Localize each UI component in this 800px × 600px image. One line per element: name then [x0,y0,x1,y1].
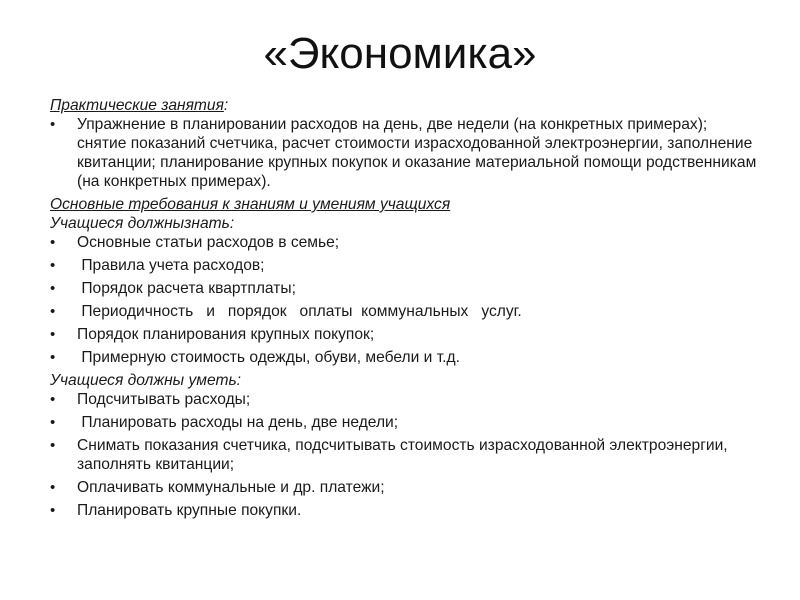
know-heading: Учащиеся должнызнать: [50,215,235,232]
can-list [50,390,760,520]
bullet-icon [50,233,77,252]
bullet-icon [50,302,77,321]
can-heading: Учащиеся должны уметь: [50,372,241,389]
list-item [50,390,760,409]
slide-title: «Экономика» [263,29,537,78]
list-item-text: Основные статьи расходов в семье; [77,234,340,251]
list-item [50,348,760,367]
list-item [50,325,760,344]
list-item-text: Снимать показания счетчика, подсчитывать стоимость израсходованной электроэнергии, заполнять квитанции; [77,437,728,473]
practical-heading-colon: : [223,97,229,114]
bullet-icon [50,478,77,497]
bullet-icon [50,501,77,520]
know-list [50,233,760,367]
list-item-text: Подсчитывать расходы; [77,391,251,408]
practical-list [50,115,760,191]
requirements-heading: Основные требования к знаниям и умениям учащихся [50,196,451,213]
list-item [50,501,760,520]
bullet-icon [50,256,77,275]
list-item [50,233,760,252]
bullet-icon [50,115,77,134]
list-item [50,436,760,474]
bullet-icon [50,436,77,455]
list-item [50,256,760,275]
bullet-icon [50,279,77,298]
bullet-icon [50,325,77,344]
list-item-text: Планировать расходы на день, две недели; [77,414,399,431]
list-item-text: Оплачивать коммунальные и др. платежи; [77,479,385,496]
practical-heading-line [50,96,760,115]
list-item [50,279,760,298]
list-item [50,478,760,497]
bullet-icon [50,348,77,367]
list-item-text: Порядок расчета квартплаты; [77,280,296,297]
list-item-text: Планировать крупные покупки. [77,502,302,519]
list-item [50,413,760,432]
list-item-text: Периодичность и порядок оплаты коммунальных услуг. [77,303,522,320]
list-item [50,302,760,321]
list-item [50,115,760,191]
bullet-icon [50,390,77,409]
list-item-text: Порядок планирования крупных покупок; [77,326,375,343]
list-item-text: Правила учета расходов; [77,257,265,274]
bullet-icon [50,413,77,432]
list-item-text: Упражнение в планировании расходов на день, две недели (на конкретных примерах); снятие показаний счетчика, расчет стоимости израсходованной электроэнергии, заполнение квитанции; планирование крупных покупок и оказание материальной помощи родственникам (на конкретных примерах). [77,116,757,190]
slide-body [50,96,760,524]
list-item-text: Примерную стоимость одежды, обуви, мебели и т.д. [77,349,460,366]
practical-heading: Практические занятия [50,97,224,114]
